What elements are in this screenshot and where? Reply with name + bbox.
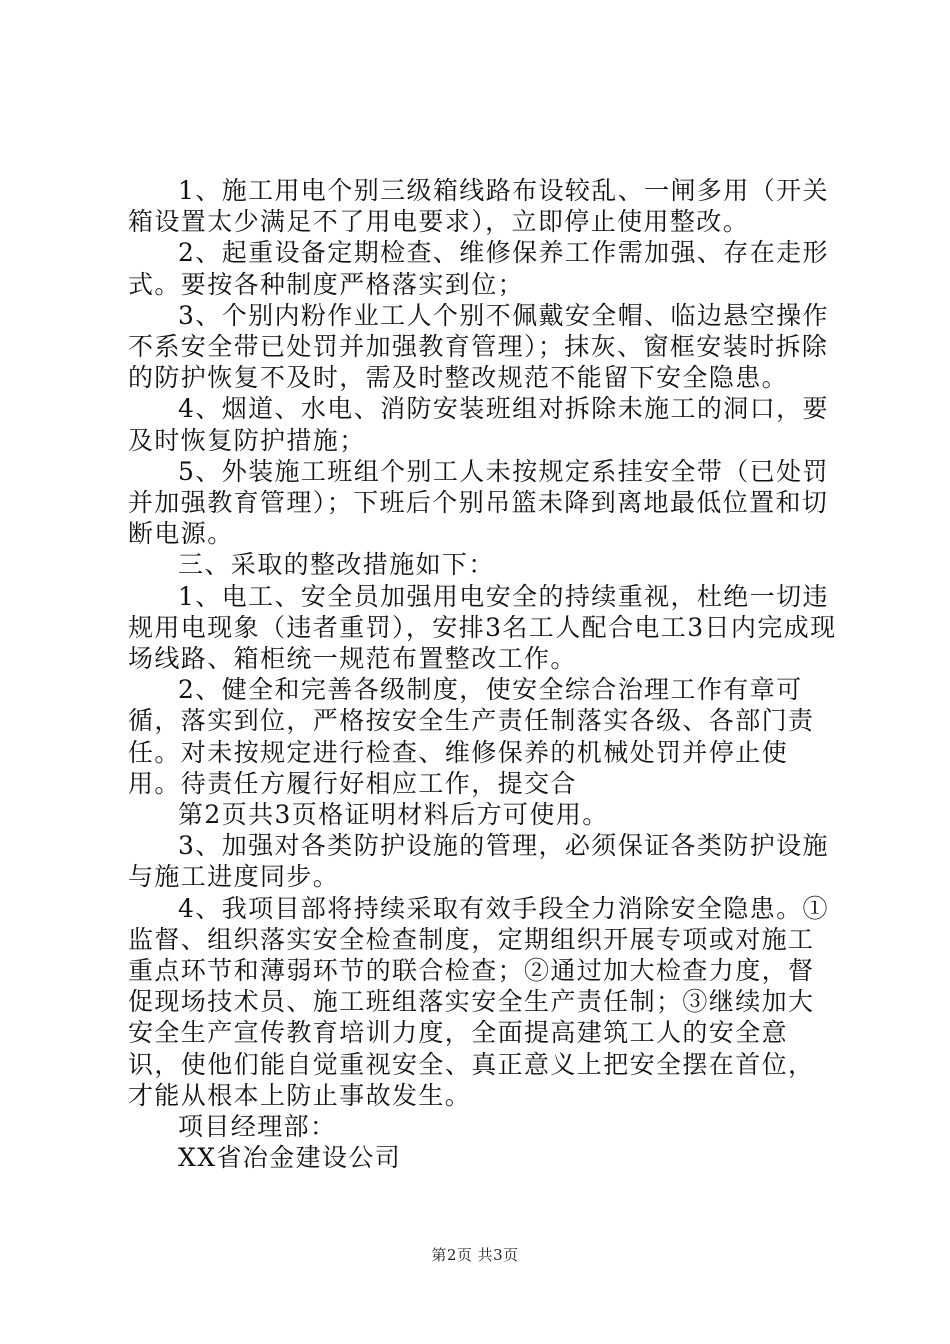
page-footer: 第2页 共3页 (431, 1246, 519, 1264)
signature-department: 项目经理部： (178, 1112, 337, 1142)
paragraph-item-1: 1、施工用电个别三级箱线路布设较乱、一闸多用（开关箱设置太少满足不了用电要求），立即停止使用整改。 (128, 176, 829, 237)
measure-item-4: 4、我项目部将持续采取有效手段全力消除安全隐患。①监督、组织落实安全检查制度，定期组织开展专项或对施工重点环节和薄弱环节的联合检查；②通过加大检查力度，督促现场技术员、施工班组落实安全生产责任制；③继续加大安全生产宣传教育培训力度，全面提高建筑工人的安全意识，使他们能自觉重视安全、真正意义上把安全摆在首位，才能从根本上防止事故发生。 (128, 893, 829, 1110)
measure-item-3: 3、加强对各类防护设施的管理，必须保证各类防护设施与施工进度同步。 (128, 831, 829, 892)
signature-company: XX省冶金建设公司 (178, 1143, 402, 1173)
paragraph-item-4: 4、烟道、水电、消防安装班组对拆除未施工的洞口，要及时恢复防护措施； (128, 394, 829, 455)
measure-item-2: 2、健全和完善各级制度，使安全综合治理工作有章可循，落实到位，严格按安全生产责任制落实各级、各部门责任。对未按规定进行检查、维修保养的机械处罚并停止使用。待责任方履行好相应工作，提交合 (128, 675, 815, 798)
measure-item-1: 1、电工、安全员加强用电安全的持续重视，杜绝一切违规用电现象（违者重罚），安排3名工人配合电工3日内完成现场线路、箱柜统一规范布置整改工作。 (128, 581, 837, 674)
paragraph-item-3: 3、个别内粉作业工人个别不佩戴安全帽、临边悬空操作不系安全带已处罚并加强教育管理）；抹灰、窗框安装时拆除的防护恢复不及时，需及时整改规范不能留下安全隐患。 (128, 300, 829, 393)
section-heading: 三、采取的整改措施如下： (178, 550, 495, 580)
paragraph-item-5: 5、外装施工班组个别工人未按规定系挂安全带（已处罚并加强教育管理）；下班后个别吊篮未降到离地最低位置和切断电源。 (128, 456, 829, 549)
measure-item-2-continued: 第2页共3页格证明材料后方可使用。 (178, 800, 609, 830)
paragraph-item-2: 2、起重设备定期检查、维修保养工作需加强、存在走形式。要按各种制度严格落实到位； (128, 238, 829, 299)
document-body (128, 175, 840, 1174)
